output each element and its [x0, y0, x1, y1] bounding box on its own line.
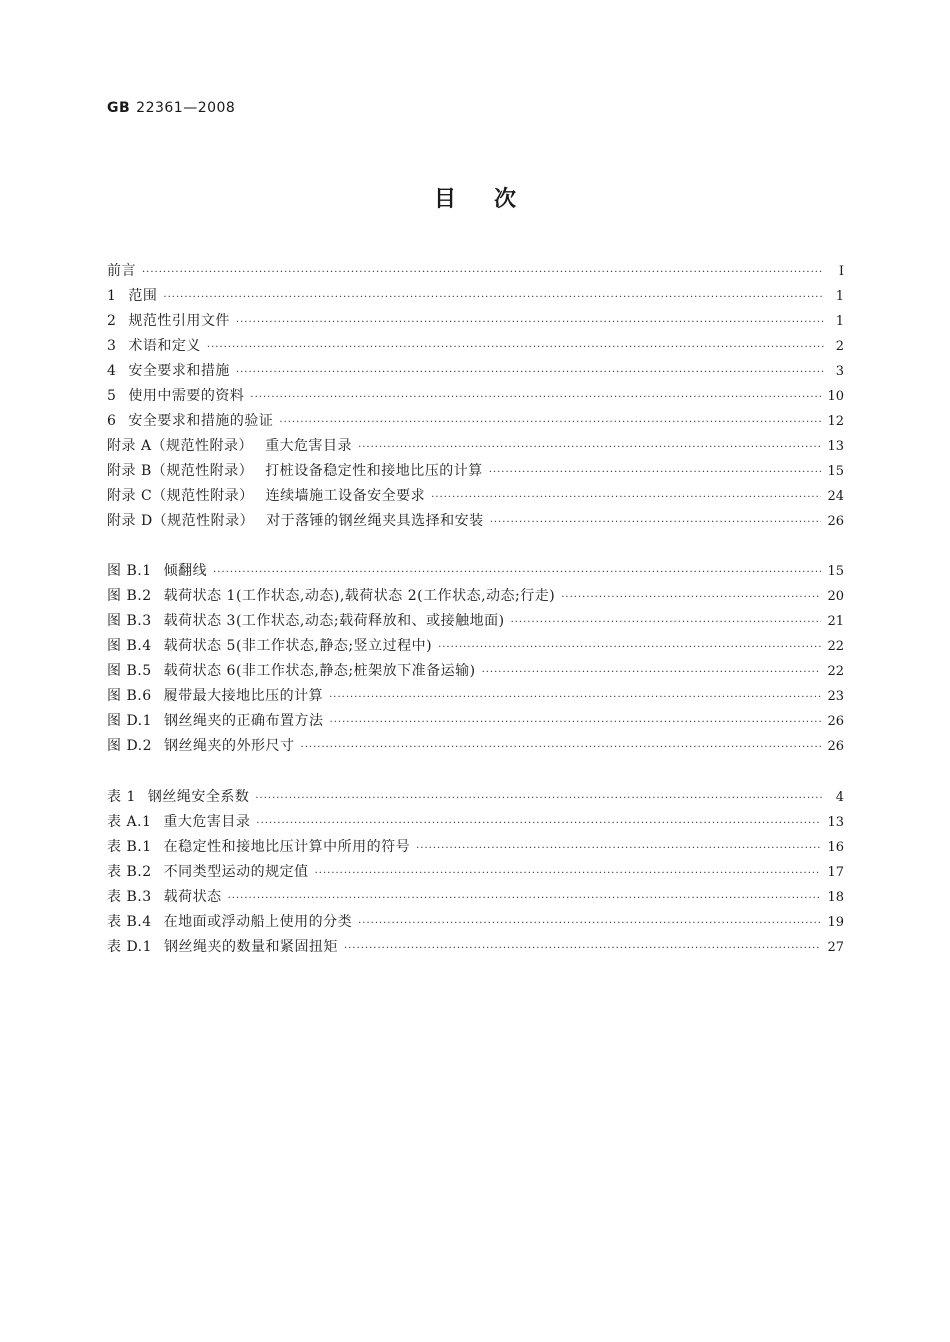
toc-entry-page: 12: [827, 414, 844, 429]
leader-dots: [431, 492, 821, 503]
toc-entry-number: 6: [107, 413, 117, 429]
toc-entry-text: 履带最大接地比压的计算: [163, 688, 324, 704]
toc-entry-label: [107, 786, 249, 806]
toc-entry-page: 15: [827, 464, 844, 479]
toc-entry[interactable]: [107, 936, 844, 961]
toc-entry-text: 前言: [107, 263, 136, 279]
toc-entry-number: 图 B.4: [107, 638, 152, 654]
toc-entry-label: [107, 886, 222, 906]
leader-dots: [250, 392, 821, 403]
toc-entry-number: 表 D.1: [107, 939, 153, 955]
leader-dots: [207, 342, 824, 353]
toc-entry-number: 1: [107, 288, 117, 304]
toc-entry-page: 2: [835, 339, 844, 354]
toc-entry[interactable]: [107, 911, 844, 936]
leader-dots: [490, 517, 822, 528]
standard-prefix: GB: [107, 100, 131, 116]
leader-dots: [329, 692, 821, 703]
toc-entry-number: 图 D.1: [107, 713, 153, 729]
toc-figures-section: [107, 560, 844, 760]
toc-entry-page: 15: [827, 564, 844, 579]
toc-entry-number: 表 1: [107, 789, 136, 805]
leader-dots: [213, 567, 821, 578]
toc-entry-page: 10: [827, 389, 844, 404]
toc-entry-page: 20: [827, 589, 844, 604]
toc-entry[interactable]: [107, 260, 844, 285]
toc-entry-number: 图 B.5: [107, 663, 152, 679]
toc-entry-text: 载荷状态 6(非工作状态,静态;桩架放下准备运输): [163, 663, 476, 679]
toc-entry[interactable]: [107, 560, 844, 585]
leader-dots: [358, 918, 821, 929]
toc-entry-label: [107, 585, 555, 605]
toc-entry-text: 安全要求和措施的验证: [128, 413, 274, 429]
toc-entry[interactable]: [107, 310, 844, 335]
toc-entry-label: [107, 485, 425, 505]
leader-dots: [255, 793, 824, 804]
toc-entry[interactable]: [107, 335, 844, 360]
leader-dots: [163, 292, 824, 303]
toc-tables-section: [107, 786, 844, 961]
toc-entry-number: 图 B.2: [107, 588, 152, 604]
toc-entry[interactable]: [107, 285, 844, 310]
toc-entry-label: [107, 460, 483, 480]
leader-dots: [511, 617, 822, 628]
leader-dots: [416, 843, 821, 854]
toc-entry-page: 23: [827, 689, 844, 704]
toc-entry[interactable]: [107, 360, 844, 385]
toc-entry-number: 表 B.4: [107, 914, 152, 930]
toc-entry[interactable]: [107, 685, 844, 710]
toc-entry-label: [107, 260, 136, 280]
toc-entry-text: 载荷状态: [163, 889, 222, 905]
toc-entry[interactable]: [107, 735, 844, 760]
toc-entry-text: 钢丝绳夹的外形尺寸: [164, 738, 295, 754]
toc-entry-label: [107, 360, 230, 380]
toc-entry-text: 安全要求和措施: [128, 363, 230, 379]
page-title: 目次: [433, 187, 554, 212]
toc-entry-label: [107, 310, 230, 330]
toc-main-section: [107, 260, 844, 535]
toc-entry-text: 打桩设备稳定性和接地比压的计算: [265, 463, 483, 479]
toc-entry-label: [107, 635, 432, 655]
toc-entry-number: 4: [107, 363, 117, 379]
toc-entry-text: 不同类型运动的规定值: [163, 864, 309, 880]
toc-entry-page: 13: [827, 439, 844, 454]
leader-dots: [344, 943, 821, 954]
toc-entry-number: 附录 A（规范性附录）: [107, 438, 254, 454]
toc-entry-number: 图 B.6: [107, 688, 152, 704]
leader-dots: [301, 742, 822, 753]
toc-entry-page: 22: [827, 664, 844, 679]
toc-entry-label: [107, 811, 250, 831]
toc-entry-page: 26: [827, 514, 844, 529]
toc-entry-number: 表 B.2: [107, 864, 152, 880]
toc-entry-page: 24: [827, 489, 844, 504]
standard-number: 22361—2008: [136, 100, 236, 116]
toc-entry[interactable]: [107, 710, 844, 735]
toc-entry-text: 连续墙施工设备安全要求: [265, 488, 426, 504]
toc-entry[interactable]: [107, 836, 844, 861]
toc-entry-page: I: [838, 264, 844, 279]
toc-entry-page: 3: [835, 364, 844, 379]
toc-entry-text: 重大危害目录: [163, 814, 251, 830]
toc-entry-text: 载荷状态 1(工作状态,动态),载荷状态 2(工作状态,动态;行走): [163, 588, 556, 604]
toc-entry-number: 5: [107, 388, 117, 404]
toc-entry-text: 范围: [128, 288, 158, 304]
toc-entry-number: 图 B.3: [107, 613, 152, 629]
toc-entry-text: 在稳定性和接地比压计算中所用的符号: [163, 839, 411, 855]
toc-entry[interactable]: [107, 585, 844, 610]
toc-entry-label: [107, 610, 505, 630]
toc-entry-number: 表 B.1: [107, 839, 152, 855]
toc-entry[interactable]: [107, 510, 844, 535]
toc-entry-page: 17: [827, 865, 844, 880]
toc-entry-label: [107, 936, 338, 956]
toc-entry-text: 规范性引用文件: [128, 313, 230, 329]
toc-entry-label: [107, 660, 476, 680]
toc-entry-number: 3: [107, 338, 117, 354]
toc-entry-page: 26: [827, 714, 844, 729]
toc-entry-number: 附录 C（规范性附录）: [107, 488, 254, 504]
toc-entry-text: 钢丝绳夹的正确布置方法: [164, 713, 324, 729]
toc-entry[interactable]: [107, 635, 844, 660]
toc-entry-label: [107, 335, 201, 355]
toc-entry-text: 对于落锤的钢丝绳夹具选择和安装: [266, 513, 484, 529]
leader-dots: [256, 818, 821, 829]
toc-entry-label: [107, 410, 273, 430]
toc-entry-label: [107, 285, 157, 305]
toc-entry[interactable]: [107, 410, 844, 435]
toc-entry-text: 使用中需要的资料: [128, 388, 245, 404]
toc-entry-text: 钢丝绳夹的数量和紧固扭矩: [164, 939, 339, 955]
toc-entry-text: 在地面或浮动船上使用的分类: [163, 914, 353, 930]
leader-dots: [482, 667, 822, 678]
toc-entry-text: 重大危害目录: [265, 438, 353, 454]
toc-entry[interactable]: [107, 861, 844, 886]
toc-entry-page: 1: [835, 314, 844, 329]
toc-entry-page: 19: [827, 915, 844, 930]
toc-entry-label: [107, 510, 484, 530]
toc-entry-page: 18: [827, 890, 844, 905]
toc-entry-label: [107, 435, 352, 455]
toc-entry[interactable]: [107, 811, 844, 836]
toc-entry-page: 26: [827, 739, 844, 754]
toc-entry-page: 22: [827, 639, 844, 654]
toc-entry-page: 4: [835, 790, 844, 805]
toc-entry-page: 16: [827, 840, 844, 855]
toc-entry[interactable]: [107, 485, 844, 510]
leader-dots: [330, 717, 822, 728]
toc-entry[interactable]: [107, 886, 844, 911]
toc-entry-page: 13: [827, 815, 844, 830]
toc-entry-text: 术语和定义: [128, 338, 201, 354]
toc-entry-number: 图 D.2: [107, 738, 153, 754]
toc-entry-label: [107, 911, 352, 931]
toc-entry[interactable]: [107, 786, 844, 811]
toc-entry-label: [107, 836, 410, 856]
toc-entry-page: 21: [827, 614, 844, 629]
leader-dots: [561, 592, 821, 603]
toc-entry[interactable]: [107, 660, 844, 685]
toc-entry-number: 表 B.3: [107, 889, 152, 905]
leader-dots: [315, 868, 822, 879]
leader-dots: [489, 467, 822, 478]
toc-entry-label: [107, 560, 207, 580]
leader-dots: [236, 317, 824, 328]
toc-entry-text: 载荷状态 5(非工作状态,静态;竖立过程中): [163, 638, 433, 654]
toc-entry[interactable]: [107, 435, 844, 460]
leader-dots: [358, 442, 821, 453]
toc-entry[interactable]: [107, 610, 844, 635]
leader-dots: [228, 893, 822, 904]
toc-entry-label: [107, 710, 324, 730]
toc-entry-label: [107, 385, 244, 405]
leader-dots: [236, 367, 824, 378]
leader-dots: [142, 267, 824, 278]
leader-dots: [279, 417, 821, 428]
toc-entry-page: 1: [835, 289, 844, 304]
toc-entry-label: [107, 861, 309, 881]
document-header: [107, 100, 235, 116]
toc-entry-number: 表 A.1: [107, 814, 152, 830]
toc-entry[interactable]: [107, 460, 844, 485]
leader-dots: [438, 642, 821, 653]
toc-entry-label: [107, 685, 323, 705]
toc-entry[interactable]: [107, 385, 844, 410]
toc-entry-number: 2: [107, 313, 117, 329]
toc-entry-number: 附录 D（规范性附录）: [107, 513, 255, 529]
toc-entry-text: 钢丝绳安全系数: [147, 789, 250, 805]
toc-entry-text: 倾翻线: [163, 563, 208, 579]
toc-entry-page: 27: [827, 940, 844, 955]
toc-entry-number: 附录 B（规范性附录）: [107, 463, 254, 479]
toc-entry-text: 载荷状态 3(工作状态,动态;载荷释放和、或接触地面): [163, 613, 505, 629]
toc-entry-number: 图 B.1: [107, 563, 152, 579]
toc-entry-label: [107, 735, 295, 755]
